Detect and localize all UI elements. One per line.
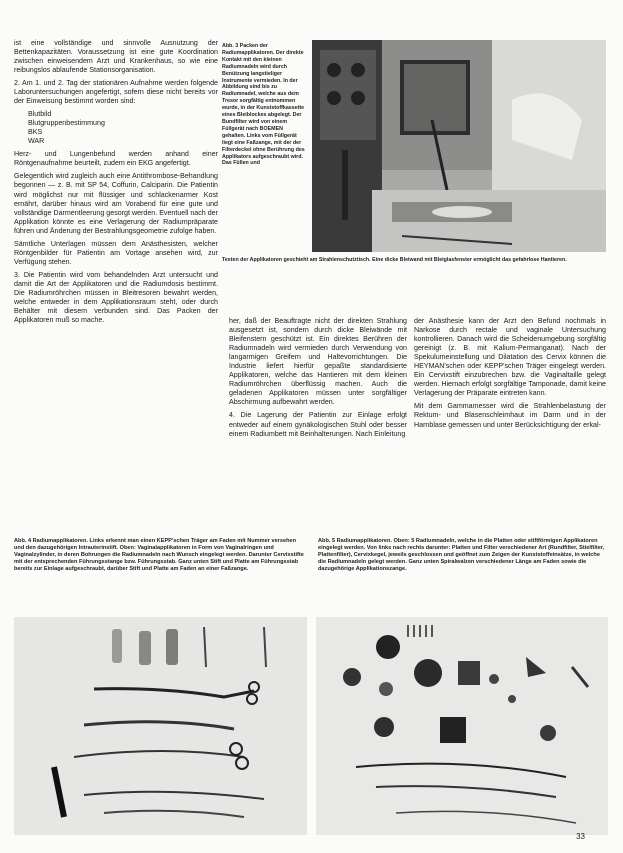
right-paragraph-1: der Anästhesie kann der Arzt den Befund nochmals in Narkose durch rectale und vaginale Untersuchung kontrollieren. Danach wird die Scheidenumgebung sorgfältig gereinigt (z. B. mit Kalium-Permanganat). Nach der Spekulumeinstellung und Dilatation des Cervix können die HEYMAN'schen oder KEPP'schen Träger eingelegt werden. Ein Cervixstift einzubrechen bzw. die Vaginaltaille gelegt werden. Hiernach erfolgt sorgfältige Tamponade, damit keine Verlagerung der Präparate eintreten kann. [414, 317, 606, 398]
lab-list-item: BKS [28, 128, 43, 137]
figure-3-caption-continued: Testen der Applikatoren geschieht am Strahlenschutztisch. Eine dicke Bleiwand mit Bleiglasfenster ermöglicht das gefahrlose Hantieren. [222, 257, 567, 263]
figure-4-caption: Abb. 4 Radiumapplikatoren. Links erkennt man einen KEPP'schen Träger am Faden mit Nummer versehen und den dazugehörigen Intrauterinstift. Oben: Vaginalapplikatoren in Form von Vaginalringen und Vaginalzylinder, in deren Bohrungen die Radiumnadeln nach Wunsch eingelegt werden. Darunter Cervixstifte mit der entsprechenden Führungsstange bzw. Führungsstab. Ganz unten Stift und Platte am Führungsstab bereits zur Einlage aufgeschraubt, darüber Stift und Platte am Faden an einer Faßzange. [14, 538, 304, 573]
page-number: 33 [576, 832, 585, 841]
middle-column [229, 317, 407, 443]
figure-3-photo [312, 40, 606, 252]
figure-3-caption: Abb. 3 Packen der Radiumapplikatoren. Der direkte Kontakt mit den kleinen Radiumnadeln wird durch Benützung langstieliger Instrumente vermieden. In der Abbildung sind bis zu Radiumnadel, welche aus dem Tresor sorgfältig entnommen wurde, in der Kunststoffkassette eines Bleiblockes abgelegt. Der Bundfilter wird von einem Füllgerät nach BOEMEN gehalten. Links vom Füllgerät liegt eine Faßzange, mit der der Filterdeckel ohne Berührung des Applikators aufgeschraubt wird. Das Füllen und [222, 43, 305, 167]
lab-list-item: WAR [28, 137, 45, 146]
left-paragraph-1: ist eine vollständige und sinnvolle Ausnutzung der Bettenkapazitäten. Voraussetzung ist eine gute Koordination zwischen einweisendem Arzt und Krankenhaus, so wie eine reibungslos ablaufende Stationsorganisation. [14, 39, 218, 75]
left-column [14, 39, 218, 329]
right-column [414, 317, 606, 434]
left-paragraph-2: 2. Am 1. und 2. Tag der stationären Aufnahme werden folgende Laboruntersuchungen angefertigt, sofern diese nicht bereits vor der Einweisung bestimmt worden sind: [14, 79, 218, 106]
figure-5-caption: Abb. 5 Radiumapplikatoren. Oben: 5 Radiumnadeln, welche in die Platten oder stiftförmigen Applikatoren eingelegt werden. Von links nach rechts darunter: Platten und Filter verschiedener Art (Rundfilter, Stielfilter, Plattenfilter), Cervixkegel, jeweils geschlossen und geöffnet zum Zeigen der Kunststoffeinsätze, in welche die Radiumnadeln gelegt werden. Ganz unten Spiralwalzen verschiedener Länge am Faden sowie die dazugehörige Applikationszange. [318, 538, 605, 573]
lab-list [28, 110, 218, 146]
figure-4-photo [14, 617, 307, 835]
left-paragraph-3: Herz- und Lungenbefund werden anhand einer Röntgenaufnahme beurteilt, zudem ein EKG angefertigt. [14, 150, 218, 168]
middle-paragraph-1: her, daß der Beauftragte nicht der direkten Strahlung ausgesetzt ist, sondern durch dicke Bleiwände mit Bleifenstern geschützt ist. Ein direktes Berühren der Radiumnadeln wird vermieden durch Verwendung von langarmigen Greifern und Haltevorrichtungen. Die Industrie liefert hierfür gepaßte standardisierte Applikatoren, welche das Hantieren mit dem kleinen Radiumröhrchen überflüssig machen. Auch die geladenen Applikatoren müssen unter sorgfältiger Abschirmung aufbewahrt werden. [229, 317, 407, 407]
middle-paragraph-2: 4. Die Lagerung der Patientin zur Einlage erfolgt entweder auf einem gynäkologischen Stuhl oder besser einem Radiumbett mit Beinhalterungen. Nach Einleitung [229, 411, 407, 438]
lab-list-item: Blutbild [28, 110, 52, 119]
figure-5-photo [316, 617, 608, 835]
left-paragraph-5: Sämtliche Unterlagen müssen dem Anästhesisten, welcher Röntgenbilder für Patientin am Vortage ansehen wird, zur Verfügung stehen. [14, 239, 218, 266]
lab-list-item: Blutgruppenbestimmung [28, 119, 105, 128]
left-paragraph-4: Gelegentlich wird zugleich auch eine Antithrombose-Behandlung begonnen — z. B. mit SP 54, Coffurin, Calciparin. Die Patientin wird möglichst nur mit flüssiger und schlackenarmer Kost ernährt, darüber hinaus wird am Vorabend für eine gute und vollständige Darmentleerung gesorgt werden. Eventuell nach der Applikation könnte es eine Verlagerung der Radiumpräparate führen und Änderung der Bestrahlungsgeometrie zufolge haben. [14, 172, 218, 235]
right-paragraph-2: Mit dem Gammamesser wird die Strahlenbelastung der Rektum- und Blasenschleimhaut im Darm und in der Harnblase gemessen und unter Berücksichtigung der erkal- [414, 402, 606, 429]
left-paragraph-6: 3. Die Patientin wird vom behandelnden Arzt untersucht und damit die Art der Applikatoren und die Radiumdosis bestimmt. Die Radiumröhrchen müssen in Bleitresoren bewahrt werden, welche entweder in dem Applikationsraum steht, oder durch Behälter mit diesem verbunden sind. Das Packen der Applikatoren muß so mache. [14, 270, 218, 325]
